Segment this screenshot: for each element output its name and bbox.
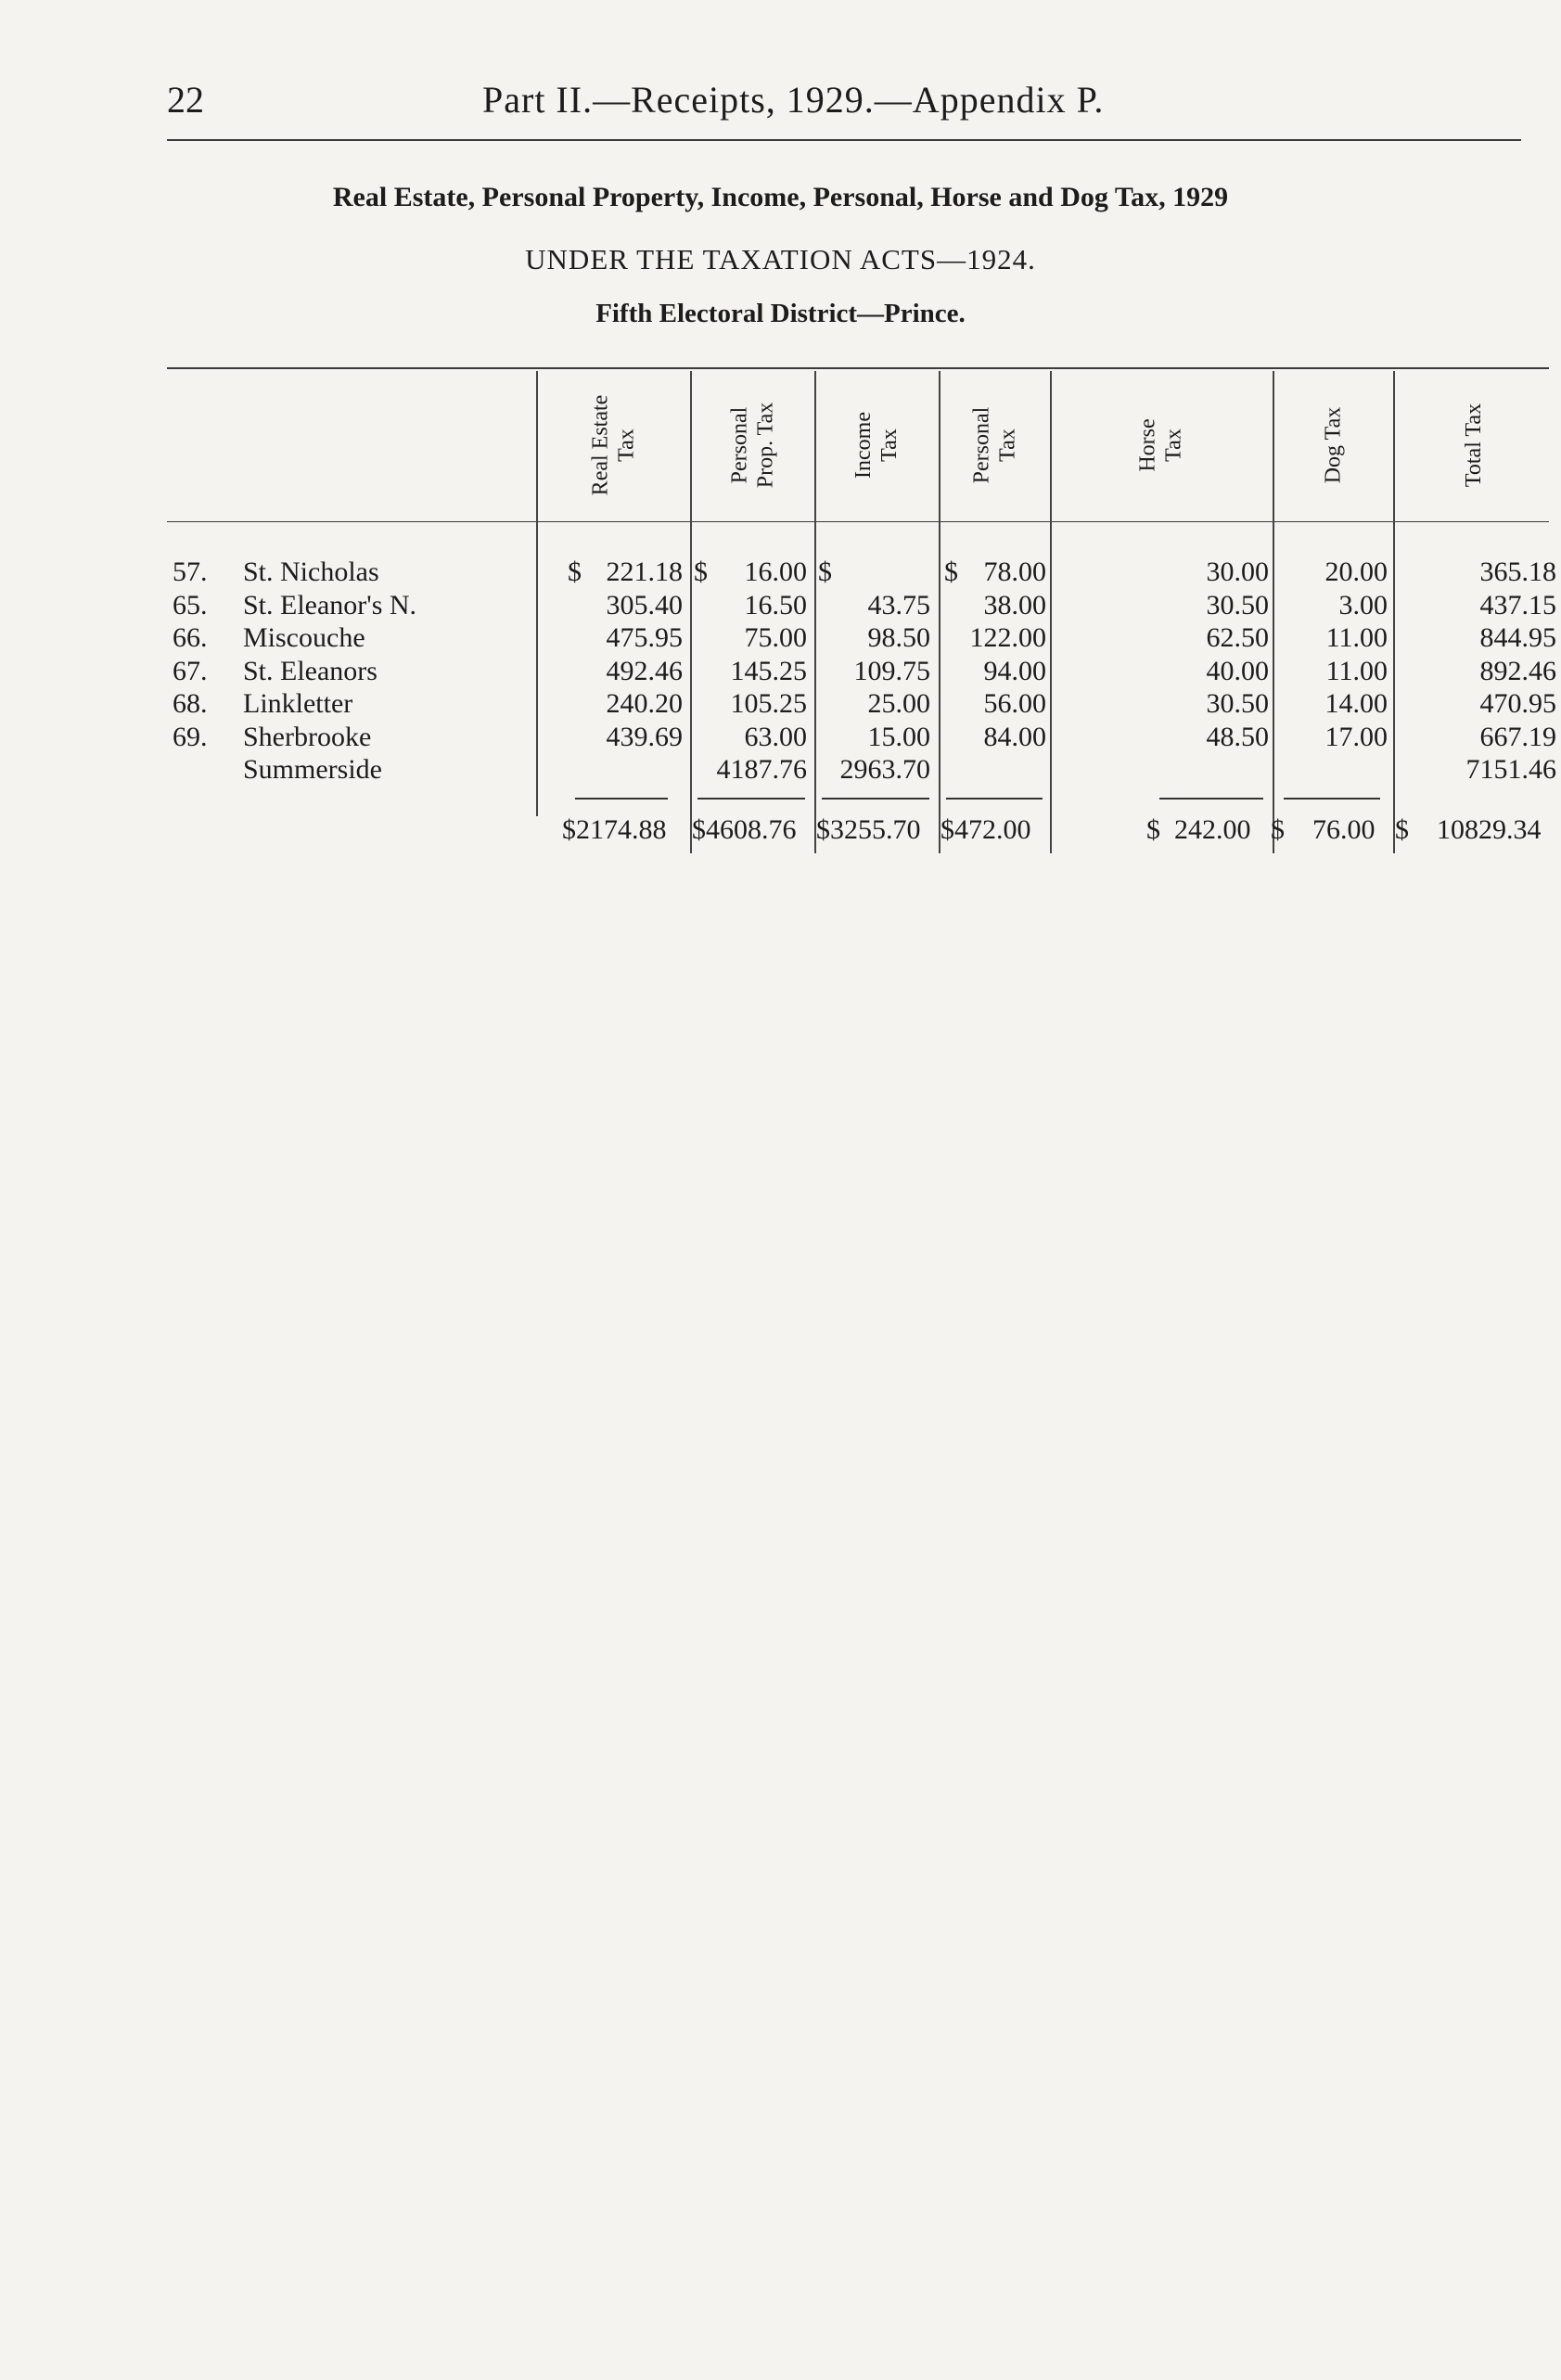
table-row <box>0 590 1561 623</box>
col-head-horse: Horse Tax <box>1135 418 1186 472</box>
personal-cell: 94.00 <box>983 655 1046 686</box>
grand-total: $ 10829.34 <box>1395 814 1542 845</box>
table-top-rule <box>167 367 1549 369</box>
real-estate-cell: 439.69 <box>606 721 683 752</box>
total-income: $3255.70 <box>816 814 921 845</box>
district-name: Linkletter <box>243 688 353 719</box>
dollar-sign: $ <box>694 557 708 587</box>
page-number: 22 <box>167 79 204 121</box>
total-real-estate: $2174.88 <box>562 814 667 845</box>
income-cell: 98.50 <box>867 622 930 653</box>
income-cell: 25.00 <box>867 688 930 719</box>
real-estate-cell: 221.18 <box>606 557 683 587</box>
personal-prop-cell: 105.25 <box>730 688 807 719</box>
col-head-dog: Dog Tax <box>1320 406 1345 484</box>
district-name: St. Eleanor's N. <box>243 589 417 621</box>
real-estate-cell: 305.40 <box>606 589 683 621</box>
totals-row <box>0 814 1561 848</box>
sum-rule <box>575 798 668 800</box>
total-cell: 365.18 <box>1479 557 1556 587</box>
dog-cell: 3.00 <box>1338 589 1388 621</box>
sum-rule <box>1284 798 1380 800</box>
income-cell: 43.75 <box>867 589 930 621</box>
horse-cell: 30.50 <box>1206 688 1269 719</box>
district-name: St. Eleanors <box>243 655 377 686</box>
personal-prop-cell: 63.00 <box>744 721 807 752</box>
table-row <box>0 722 1561 755</box>
horse-cell: 62.50 <box>1206 622 1269 653</box>
total-cell: 7151.46 <box>1465 754 1556 785</box>
district-number: 57. <box>173 557 208 587</box>
personal-cell: 122.00 <box>969 622 1046 653</box>
dog-cell: 11.00 <box>1325 655 1388 686</box>
horse-cell: 40.00 <box>1206 655 1269 686</box>
table-header-rule <box>167 521 1549 522</box>
real-estate-cell: 492.46 <box>606 655 683 686</box>
horse-cell: 30.50 <box>1206 589 1269 621</box>
sum-rule <box>822 798 929 800</box>
total-dog: $ 76.00 <box>1271 814 1375 845</box>
district-name: Summerside <box>243 754 382 785</box>
table-row <box>0 622 1561 656</box>
district-number: 68. <box>173 688 208 719</box>
income-cell: 15.00 <box>867 721 930 752</box>
dog-cell: 11.00 <box>1325 622 1388 653</box>
total-personal: $472.00 <box>940 814 1031 845</box>
income-cell: 2963.70 <box>839 754 930 785</box>
income-cell: 109.75 <box>853 655 930 686</box>
total-cell: 892.46 <box>1479 655 1556 686</box>
table-row <box>0 656 1561 689</box>
dog-cell: 14.00 <box>1324 688 1388 719</box>
dollar-sign: $ <box>568 557 582 587</box>
total-horse: $ 242.00 <box>1146 814 1251 845</box>
table-row <box>0 557 1561 590</box>
dog-cell: 20.00 <box>1324 557 1388 587</box>
district-name: Sherbrooke <box>243 721 372 752</box>
personal-cell: 78.00 <box>983 557 1046 587</box>
personal-cell: 38.00 <box>983 589 1046 621</box>
total-cell: 844.95 <box>1479 622 1556 653</box>
horse-cell: 30.00 <box>1206 557 1269 587</box>
personal-prop-cell: 4187.76 <box>716 754 807 785</box>
dollar-sign: $ <box>818 557 832 587</box>
real-estate-cell: 475.95 <box>606 622 683 653</box>
header-rule <box>167 139 1521 141</box>
running-head: Part II.—Receipts, 1929.—Appendix P. <box>482 79 1105 121</box>
dollar-sign: $ <box>944 557 958 587</box>
personal-cell: 56.00 <box>983 688 1046 719</box>
personal-prop-cell: 16.50 <box>744 589 807 621</box>
district-title: Fifth Electoral District—Prince. <box>595 299 966 328</box>
sum-rule <box>697 798 805 800</box>
col-head-total: Total Tax <box>1462 403 1486 488</box>
table-row <box>0 754 1561 787</box>
sum-rule <box>1159 798 1263 800</box>
personal-prop-cell: 145.25 <box>730 655 807 686</box>
district-number: 65. <box>173 589 208 621</box>
district-number: 66. <box>173 622 208 653</box>
horse-cell: 48.50 <box>1206 721 1269 752</box>
total-cell: 667.19 <box>1479 721 1556 752</box>
table-subtitle: UNDER THE TAXATION ACTS—1924. <box>525 243 1036 275</box>
col-head-personal: Personal Tax <box>969 406 1019 484</box>
district-number: 67. <box>173 655 208 686</box>
table-title: Real Estate, Personal Property, Income, Personal, Horse and Dog Tax, 1929 <box>332 182 1229 212</box>
district-name: St. Nicholas <box>243 557 379 587</box>
col-head-real-estate: Real Estate Tax <box>588 394 638 496</box>
dog-cell: 17.00 <box>1324 721 1388 752</box>
table-row <box>0 688 1561 722</box>
total-cell: 437.15 <box>1479 589 1556 621</box>
col-head-personal-prop: Personal Prop. Tax <box>726 402 777 489</box>
personal-prop-cell: 75.00 <box>744 622 807 653</box>
sum-rule <box>946 798 1043 800</box>
district-number: 69. <box>173 721 208 752</box>
total-cell: 470.95 <box>1479 688 1556 719</box>
total-personal-prop: $4608.76 <box>692 814 797 845</box>
personal-prop-cell: 16.00 <box>744 557 807 587</box>
district-name: Miscouche <box>243 622 365 653</box>
personal-cell: 84.00 <box>983 721 1046 752</box>
real-estate-cell: 240.20 <box>606 688 683 719</box>
col-head-income: Income Tax <box>851 412 902 479</box>
